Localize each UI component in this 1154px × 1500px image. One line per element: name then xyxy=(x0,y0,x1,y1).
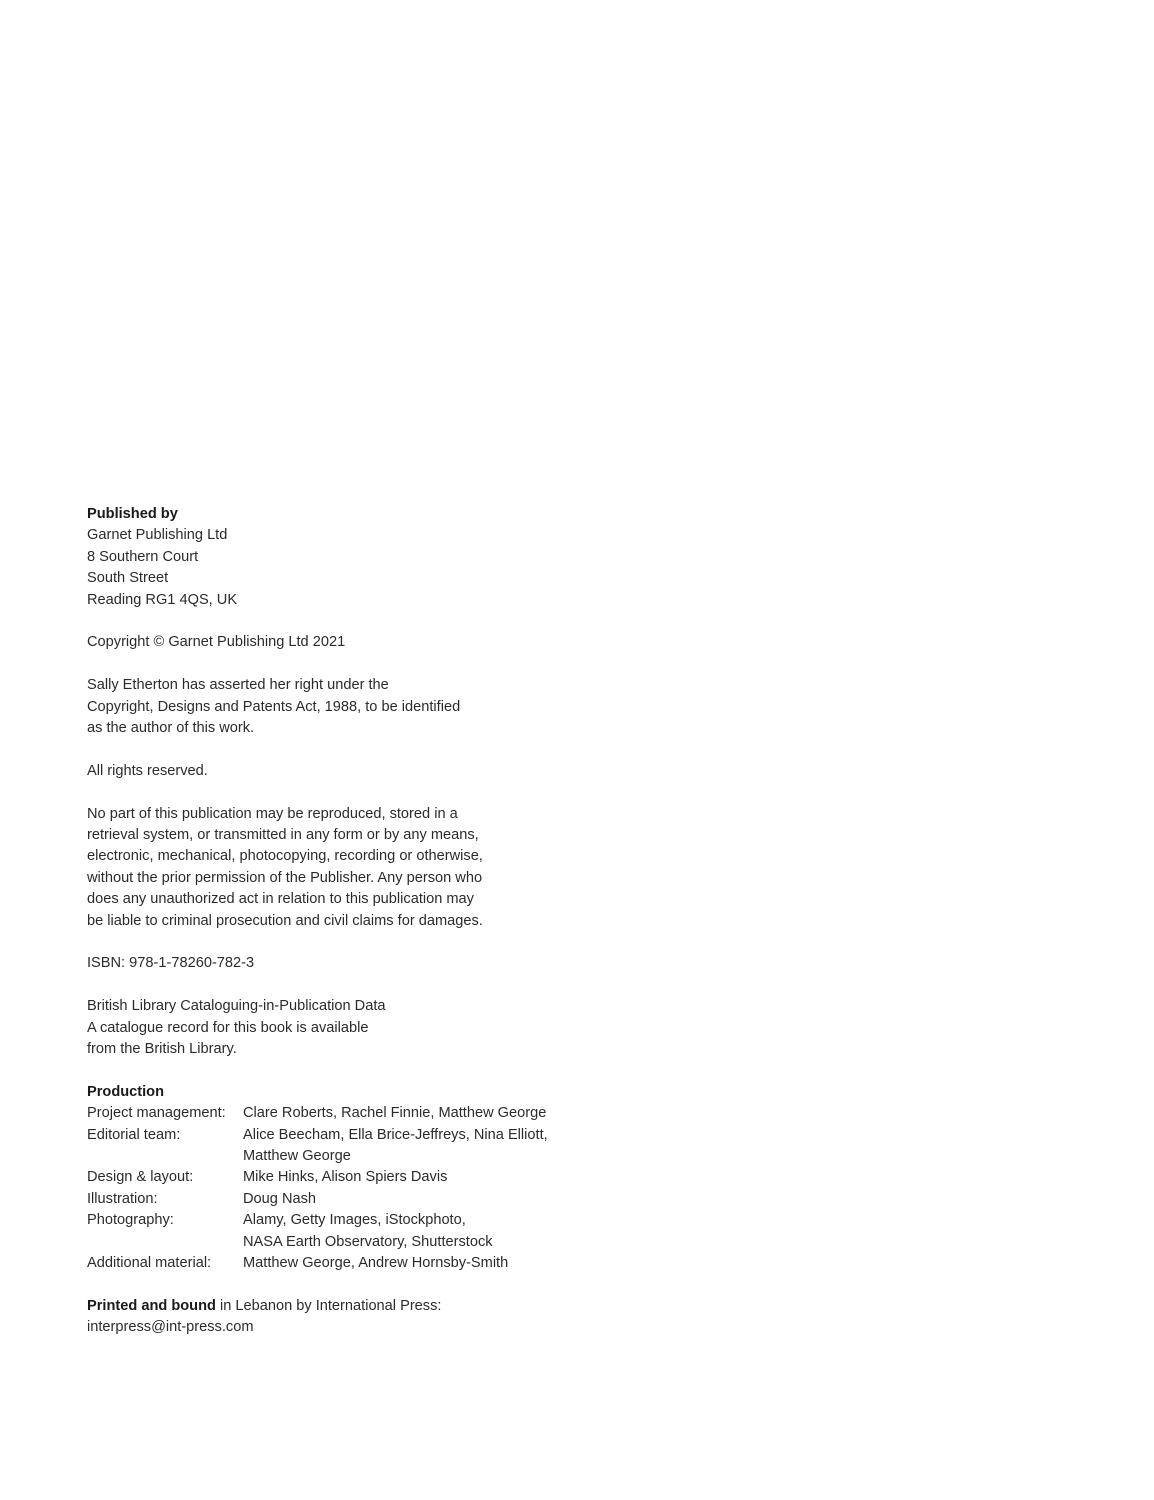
production-row xyxy=(87,1103,607,1124)
production-credit-line: Doug Nash xyxy=(243,1190,317,1207)
production-role: Editorial team: xyxy=(87,1126,181,1143)
isbn: ISBN: 978-1-78260-782-3 xyxy=(87,955,255,972)
printing-location: in Lebanon by International Press: xyxy=(215,1297,442,1314)
author-rights-line: as the author of this work. xyxy=(87,720,255,737)
production-role: Photography: xyxy=(87,1212,174,1229)
publisher-heading: Published by xyxy=(87,506,178,522)
isbn-section xyxy=(87,953,607,974)
production-credit-line: Alice Beecham, Ella Brice-Jeffreys, Nina Elliott, xyxy=(243,1126,548,1143)
copyright-section xyxy=(87,632,607,653)
production-role: Additional material: xyxy=(87,1255,212,1272)
reproduction-notice-line: does any unauthorized act in relation to this publication may xyxy=(87,891,474,908)
cataloguing-line: from the British Library. xyxy=(87,1041,237,1058)
production-credit-line: Mike Hinks, Alison Spiers Davis xyxy=(243,1169,448,1186)
reproduction-notice-line: be liable to criminal prosecution and civil claims for damages. xyxy=(87,912,483,929)
publisher-name: Garnet Publishing Ltd xyxy=(87,527,228,544)
printing-label: Printed and bound xyxy=(87,1297,216,1314)
production-credit-line: Alamy, Getty Images, iStockphoto, xyxy=(243,1212,466,1229)
reproduction-notice-line: No part of this publication may be reproduced, stored in a xyxy=(87,805,458,822)
production-section xyxy=(87,1082,607,1275)
production-row xyxy=(87,1189,607,1210)
reproduction-notice-line: electronic, mechanical, photocopying, recording or otherwise, xyxy=(87,848,483,865)
imprint-block xyxy=(87,504,607,1360)
printer-email: interpress@int-press.com xyxy=(87,1319,254,1336)
production-credits xyxy=(243,1210,607,1253)
reproduction-notice-line: without the prior permission of the Publisher. Any person who xyxy=(87,869,483,886)
production-row xyxy=(87,1253,607,1274)
production-role: Illustration: xyxy=(87,1190,158,1207)
cataloguing-section xyxy=(87,996,607,1060)
production-row xyxy=(87,1167,607,1188)
publisher-address-line: Reading RG1 4QS, UK xyxy=(87,591,238,608)
production-credit-line: NASA Earth Observatory, Shutterstock xyxy=(243,1233,493,1250)
printing-line xyxy=(87,1296,607,1317)
production-role: Project management: xyxy=(87,1105,226,1122)
author-rights-line: Sally Etherton has asserted her right under the xyxy=(87,677,389,694)
author-rights-section xyxy=(87,675,607,739)
production-row xyxy=(87,1210,607,1253)
production-credits xyxy=(243,1189,607,1210)
reproduction-notice-section xyxy=(87,804,607,932)
author-rights-line: Copyright, Designs and Patents Act, 1988, to be identified xyxy=(87,698,461,715)
production-credits xyxy=(243,1253,607,1274)
production-row xyxy=(87,1125,607,1168)
production-credit-line: Clare Roberts, Rachel Finnie, Matthew George xyxy=(243,1105,547,1122)
cataloguing-line: British Library Cataloguing-in-Publication Data xyxy=(87,998,386,1015)
production-credits xyxy=(243,1125,607,1168)
cataloguing-line: A catalogue record for this book is available xyxy=(87,1019,369,1036)
production-credit-line: Matthew George, Andrew Hornsby-Smith xyxy=(243,1255,509,1272)
printing-section xyxy=(87,1296,607,1339)
publisher-address-line: South Street xyxy=(87,570,169,587)
publisher-section xyxy=(87,504,607,611)
production-heading: Production xyxy=(87,1083,165,1100)
reproduction-notice-line: retrieval system, or transmitted in any form or by any means, xyxy=(87,827,479,844)
copyright-notice: Copyright © Garnet Publishing Ltd 2021 xyxy=(87,634,346,651)
production-role: Design & layout: xyxy=(87,1169,194,1186)
production-credits xyxy=(243,1167,607,1188)
production-credit-line: Matthew George xyxy=(243,1148,351,1165)
rights-reserved-section xyxy=(87,761,607,782)
publisher-address-line: 8 Southern Court xyxy=(87,548,199,565)
rights-reserved: All rights reserved. xyxy=(87,762,208,779)
production-credits xyxy=(243,1103,607,1124)
